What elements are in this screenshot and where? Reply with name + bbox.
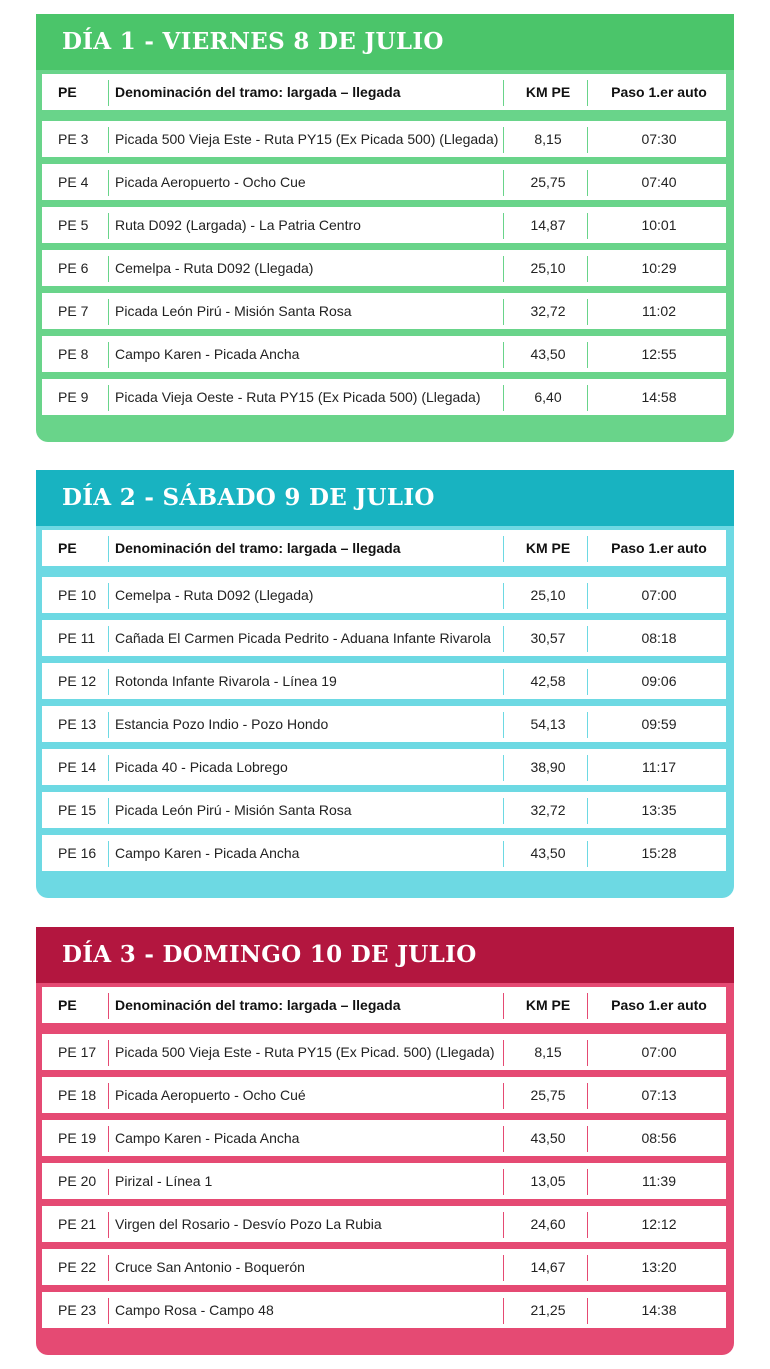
header-km: KM PE <box>525 84 571 100</box>
table-row <box>42 121 726 157</box>
table-row <box>42 164 726 200</box>
table-row <box>42 792 726 828</box>
header-pe: PE <box>58 997 77 1013</box>
row-time: 13:20 <box>641 1259 677 1275</box>
row-time: 11:39 <box>642 1173 676 1189</box>
row-km: 54,13 <box>530 716 566 732</box>
row-time: 11:17 <box>642 759 676 775</box>
day-title: DÍA 1 - VIERNES 8 DE JULIO <box>36 14 734 70</box>
row-time: 09:59 <box>641 716 677 732</box>
row-name: Virgen del Rosario - Desvío Pozo La Rubia <box>115 1216 382 1232</box>
row-time: 07:40 <box>641 174 677 190</box>
day-3-schedule <box>36 927 734 1355</box>
row-name: Picada 500 Vieja Este - Ruta PY15 (Ex Picad. 500) (Llegada) <box>115 1044 495 1060</box>
table-row <box>42 749 726 785</box>
row-time: 08:18 <box>641 630 677 646</box>
row-km: 32,72 <box>530 802 566 818</box>
row-time: 10:01 <box>641 217 677 233</box>
row-km: 25,75 <box>530 174 566 190</box>
table-header <box>42 74 726 110</box>
row-time: 07:00 <box>641 587 677 603</box>
row-name: Campo Rosa - Campo 48 <box>115 1302 274 1318</box>
row-name: Cañada El Carmen Picada Pedrito - Aduana Infante Rivarola <box>115 630 491 646</box>
table-row <box>42 577 726 613</box>
header-pe: PE <box>58 84 77 100</box>
row-name: Campo Karen - Picada Ancha <box>115 845 300 861</box>
row-km: 6,40 <box>534 389 562 405</box>
row-pe: PE 18 <box>58 1087 97 1103</box>
row-time: 10:29 <box>641 260 677 276</box>
row-time: 08:56 <box>641 1130 677 1146</box>
table-row <box>42 620 726 656</box>
row-km: 38,90 <box>530 759 566 775</box>
row-km: 25,10 <box>530 587 566 603</box>
row-pe: PE 17 <box>58 1044 97 1060</box>
row-name: Ruta D092 (Largada) - La Patria Centro <box>115 217 361 233</box>
row-pe: PE 13 <box>58 716 97 732</box>
row-name: Campo Karen - Picada Ancha <box>115 346 300 362</box>
row-km: 25,10 <box>530 260 566 276</box>
row-km: 24,60 <box>530 1216 566 1232</box>
day-2-schedule <box>36 470 734 898</box>
row-name: Pirizal - Línea 1 <box>115 1173 213 1189</box>
row-km: 8,15 <box>534 131 562 147</box>
table-row <box>42 379 726 415</box>
row-name: Picada 500 Vieja Este - Ruta PY15 (Ex Picada 500) (Llegada) <box>115 131 499 147</box>
row-pe: PE 19 <box>58 1130 97 1146</box>
table-row <box>42 1292 726 1328</box>
row-pe: PE 21 <box>58 1216 97 1232</box>
row-km: 32,72 <box>530 303 566 319</box>
row-name: Picada Aeropuerto - Ocho Cué <box>115 1087 306 1103</box>
row-km: 30,57 <box>530 630 566 646</box>
row-time: 09:06 <box>641 673 677 689</box>
row-km: 42,58 <box>530 673 566 689</box>
table-row <box>42 1249 726 1285</box>
row-km: 43,50 <box>530 1130 566 1146</box>
row-pe: PE 16 <box>58 845 97 861</box>
row-time: 12:55 <box>641 346 677 362</box>
row-km: 8,15 <box>534 1044 562 1060</box>
header-time: Paso 1.er auto <box>611 84 707 100</box>
row-pe: PE 6 <box>58 260 89 276</box>
table-row <box>42 706 726 742</box>
row-km: 21,25 <box>530 1302 566 1318</box>
table-row <box>42 835 726 871</box>
header-pe: PE <box>58 540 77 556</box>
row-km: 13,05 <box>530 1173 566 1189</box>
table-row <box>42 1206 726 1242</box>
row-time: 14:58 <box>641 389 677 405</box>
row-time: 15:28 <box>641 845 677 861</box>
row-pe: PE 14 <box>58 759 97 775</box>
row-time: 07:13 <box>641 1087 677 1103</box>
row-name: Cemelpa - Ruta D092 (Llegada) <box>115 260 314 276</box>
table-row <box>42 207 726 243</box>
header-name: Denominación del tramo: largada – llegada <box>115 84 401 100</box>
row-name: Rotonda Infante Rivarola - Línea 19 <box>115 673 337 689</box>
row-km: 14,87 <box>530 217 566 233</box>
table-row <box>42 1077 726 1113</box>
table-row <box>42 250 726 286</box>
row-time: 11:02 <box>642 303 676 319</box>
header-km: KM PE <box>525 997 571 1013</box>
row-km: 43,50 <box>530 845 566 861</box>
table-row <box>42 663 726 699</box>
table-row <box>42 1034 726 1070</box>
table-row <box>42 293 726 329</box>
row-pe: PE 7 <box>58 303 89 319</box>
row-time: 12:12 <box>641 1216 677 1232</box>
row-pe: PE 22 <box>58 1259 97 1275</box>
row-name: Picada León Pirú - Misión Santa Rosa <box>115 802 352 818</box>
day-title: DÍA 3 - DOMINGO 10 DE JULIO <box>36 927 734 983</box>
row-pe: PE 15 <box>58 802 97 818</box>
row-km: 43,50 <box>530 346 566 362</box>
header-name: Denominación del tramo: largada – llegada <box>115 540 401 556</box>
row-pe: PE 3 <box>58 131 89 147</box>
header-km: KM PE <box>525 540 571 556</box>
day-1-schedule <box>36 14 734 442</box>
row-pe: PE 11 <box>58 630 96 646</box>
row-pe: PE 8 <box>58 346 89 362</box>
row-name: Campo Karen - Picada Ancha <box>115 1130 300 1146</box>
day-title: DÍA 2 - SÁBADO 9 DE JULIO <box>36 470 734 526</box>
row-pe: PE 5 <box>58 217 89 233</box>
row-time: 14:38 <box>641 1302 677 1318</box>
row-pe: PE 12 <box>58 673 97 689</box>
row-time: 07:00 <box>641 1044 677 1060</box>
row-pe: PE 20 <box>58 1173 97 1189</box>
row-pe: PE 23 <box>58 1302 97 1318</box>
table-header <box>42 987 726 1023</box>
table-row <box>42 1163 726 1199</box>
row-name: Picada Vieja Oeste - Ruta PY15 (Ex Picada 500) (Llegada) <box>115 389 481 405</box>
header-name: Denominación del tramo: largada – llegada <box>115 997 401 1013</box>
row-time: 07:30 <box>641 131 677 147</box>
row-name: Cruce San Antonio - Boquerón <box>115 1259 305 1275</box>
row-km: 25,75 <box>530 1087 566 1103</box>
row-pe: PE 10 <box>58 587 97 603</box>
row-time: 13:35 <box>641 802 677 818</box>
row-name: Cemelpa - Ruta D092 (Llegada) <box>115 587 314 603</box>
table-header <box>42 530 726 566</box>
row-pe: PE 4 <box>58 174 89 190</box>
header-time: Paso 1.er auto <box>611 540 707 556</box>
row-name: Estancia Pozo Indio - Pozo Hondo <box>115 716 329 732</box>
row-name: Picada Aeropuerto - Ocho Cue <box>115 174 306 190</box>
row-pe: PE 9 <box>58 389 89 405</box>
table-row <box>42 1120 726 1156</box>
row-name: Picada León Pirú - Misión Santa Rosa <box>115 303 352 319</box>
row-name: Picada 40 - Picada Lobrego <box>115 759 288 775</box>
row-km: 14,67 <box>530 1259 566 1275</box>
header-time: Paso 1.er auto <box>611 997 707 1013</box>
table-row <box>42 336 726 372</box>
